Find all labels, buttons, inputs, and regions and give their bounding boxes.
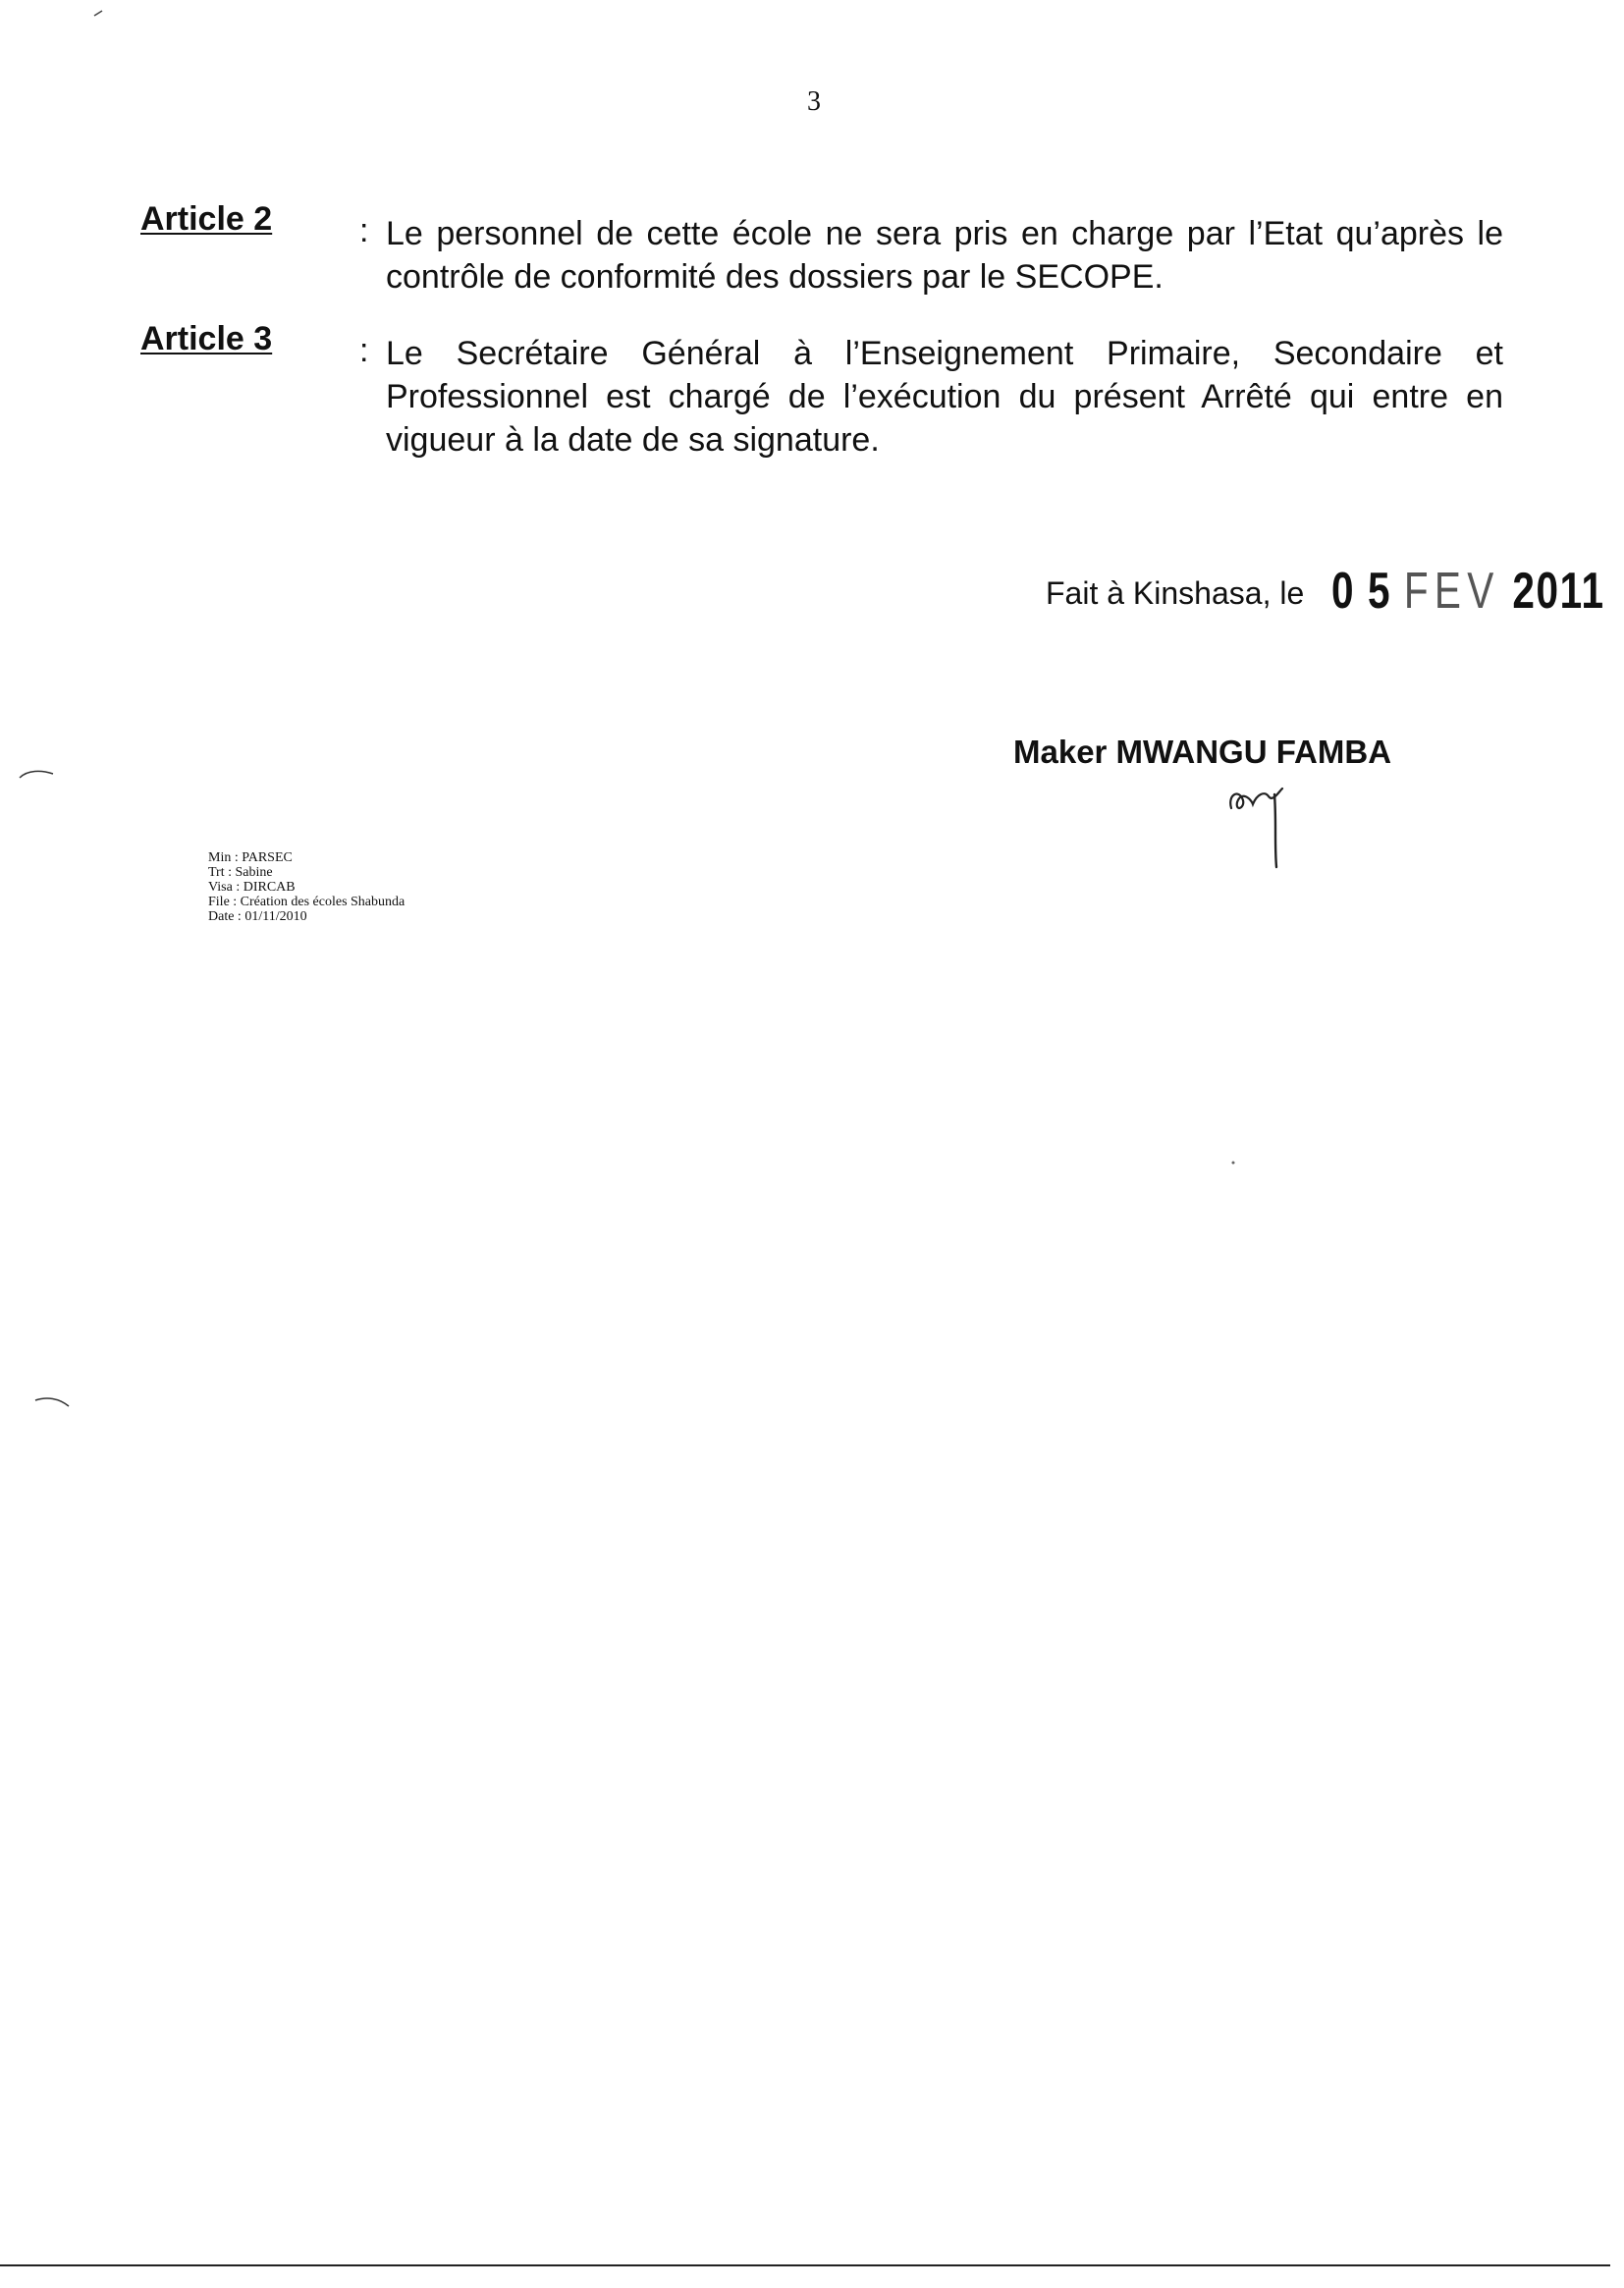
article-2-label: Article 2 [140,200,273,238]
reference-trt: Trt : Sabine [208,865,273,880]
punch-hole-mark [18,766,57,782]
scan-speck [92,8,106,18]
date-stamp-day: 0 5 [1331,563,1392,620]
signatory-name: Maker MWANGU FAMBA [1013,734,1392,770]
page-number: 3 [807,86,821,117]
date-stamp [1331,562,1605,621]
article-3-label: Article 3 [140,320,273,357]
bottom-rule [0,2264,1610,2266]
reference-file: File : Création des écoles Shabunda [208,895,406,909]
reference-min: Min : PARSEC [208,850,293,865]
reference-block [208,850,405,924]
article-2-colon: : [359,212,369,249]
punch-hole-mark [33,1394,73,1410]
place-line: Fait à Kinshasa, le [1046,575,1305,611]
article-2-text: Le personnel de cette école ne sera pris en charge par l’Etat qu’après le contrôle de conformité des dossiers par le SECOPE. [386,215,1503,296]
reference-date: Date : 01/11/2010 [208,909,307,924]
reference-visa: Visa : DIRCAB [208,880,296,895]
date-stamp-month: FEV [1403,563,1500,620]
date-stamp-year: 2011 [1512,563,1605,620]
article-3-text: Le Secrétaire Général à l’Enseignement Primaire, Secondaire et Professionnel est chargé de l’exécution du présent Arrêté qui entre en vigueur à la date de sa signature. [386,335,1503,459]
scan-speck [1229,1159,1237,1167]
article-3-colon: : [359,332,369,369]
handwritten-signature [1225,781,1314,884]
